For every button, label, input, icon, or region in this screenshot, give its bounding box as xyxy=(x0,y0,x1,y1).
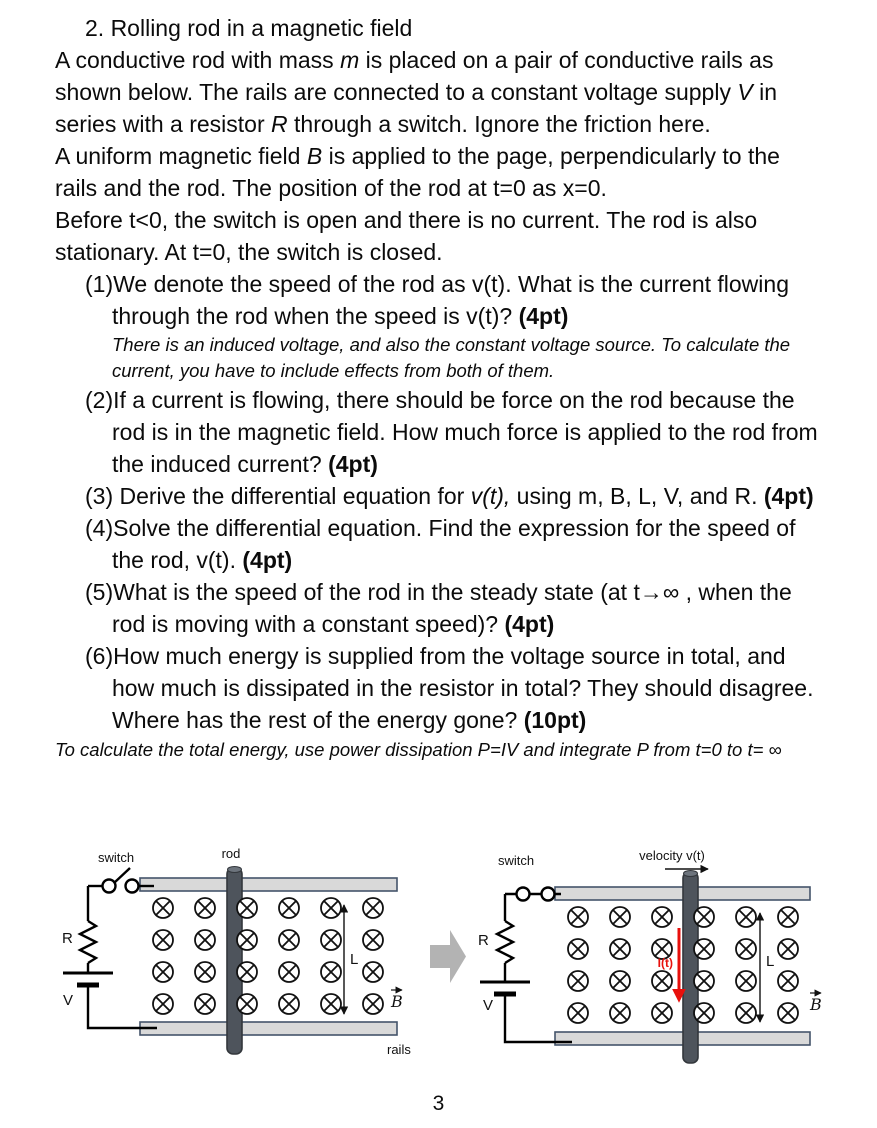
field-into-page-icon xyxy=(652,1003,672,1023)
field-into-page-icon xyxy=(694,907,714,927)
switch-contact-icon xyxy=(103,880,116,893)
field-into-page-icon xyxy=(568,907,588,927)
question-3: (3) Derive the differential equation for v(t), using m, B, L, V, and R. (4pt) xyxy=(85,483,814,509)
resistor-label: R xyxy=(62,930,73,947)
field-into-page-icon xyxy=(237,994,257,1014)
section-heading: 2. Rolling rod in a magnetic field xyxy=(85,15,413,41)
field-vector-label: B xyxy=(810,995,822,1014)
question-1: (1)We denote the speed of the rod as v(t). What is the current flowing through the rod when the speed is v(t)? (4pt) xyxy=(85,271,789,329)
rails-label: rails xyxy=(387,1042,411,1057)
rod-label: rod xyxy=(221,846,241,861)
problem-text xyxy=(55,12,821,763)
top-rail xyxy=(140,878,397,891)
field-into-page-icon xyxy=(652,907,672,927)
rod-top-cap xyxy=(684,871,698,877)
voltage-label: V xyxy=(63,992,74,1009)
switch-label: switch xyxy=(498,853,535,868)
field-into-page-icon xyxy=(610,1003,630,1023)
intro-paragraph-3: Before t<0, the switch is open and there is no current. The rod is also stationary. At t=0, the switch is closed. xyxy=(55,207,758,265)
field-into-page-icon xyxy=(153,898,173,918)
field-into-page-icon xyxy=(279,898,299,918)
field-into-page-icon xyxy=(736,971,756,991)
field-into-page-icon xyxy=(237,962,257,982)
field-into-page-icon xyxy=(321,930,341,950)
circuit-diagram-after xyxy=(425,842,877,1092)
question-1-hint: There is an induced voltage, and also the constant voltage source. To calculate the current, you have to include effects from both of them. xyxy=(112,334,791,381)
field-into-page-icon xyxy=(363,962,383,982)
length-label: L xyxy=(766,953,775,970)
intro-paragraph-2: A uniform magnetic field B is applied to the page, perpendicularly to the rails and the rod. The position of the rod at t=0 as x=0. xyxy=(55,143,780,201)
field-into-page-icon xyxy=(153,962,173,982)
field-into-page-icon xyxy=(736,939,756,959)
field-into-page-icon xyxy=(321,962,341,982)
switch-label: switch xyxy=(98,850,135,865)
field-into-page-icon xyxy=(778,939,798,959)
field-into-page-icon xyxy=(321,994,341,1014)
field-vector-label: B xyxy=(391,992,403,1011)
field-into-page-icon xyxy=(568,1003,588,1023)
field-into-page-icon xyxy=(153,930,173,950)
field-into-page-icon xyxy=(237,898,257,918)
field-into-page-icon xyxy=(778,1003,798,1023)
field-into-page-icon xyxy=(568,971,588,991)
field-into-page-icon xyxy=(778,971,798,991)
field-into-page-icon xyxy=(237,930,257,950)
current-label: I(t) xyxy=(657,956,673,970)
field-into-page-icon xyxy=(652,971,672,991)
field-into-page-icon xyxy=(195,994,215,1014)
field-into-page-icon xyxy=(610,971,630,991)
field-into-page-icon xyxy=(195,898,215,918)
field-into-page-icon xyxy=(153,994,173,1014)
rod-top-cap xyxy=(228,867,242,873)
resistor-label: R xyxy=(478,932,489,949)
field-into-page-icon xyxy=(694,1003,714,1023)
bottom-rail xyxy=(140,1022,397,1035)
resistor-icon xyxy=(80,921,96,963)
field-into-page-icon xyxy=(279,994,299,1014)
voltage-label: V xyxy=(483,997,494,1014)
field-into-page-icon xyxy=(195,962,215,982)
transition-arrow-icon xyxy=(430,930,466,983)
field-into-page-icon xyxy=(610,939,630,959)
field-into-page-icon xyxy=(610,907,630,927)
energy-hint: To calculate the total energy, use power dissipation P=IV and integrate P from t=0 to t= ∞ xyxy=(55,739,782,760)
field-into-page-icon xyxy=(279,962,299,982)
field-into-page-icon xyxy=(321,898,341,918)
field-into-page-icon xyxy=(568,939,588,959)
question-6: (6)How much energy is supplied from the voltage source in total, and how much is dissipated in the resistor in total? They should disagree. Where has the rest of the energy gone? (10pt) xyxy=(85,643,814,733)
field-into-page-icon xyxy=(736,907,756,927)
length-label: L xyxy=(350,951,359,968)
conductive-rod xyxy=(683,872,698,1063)
switch-contact-icon xyxy=(542,888,555,901)
question-2: (2)If a current is flowing, there should be force on the rod because the rod is in the magnetic field. How much force is applied to the rod from the induced current? (4pt) xyxy=(85,387,818,477)
page-number: 3 xyxy=(432,1092,445,1115)
question-4: (4)Solve the differential equation. Find the expression for the speed of the rod, v(t). (4pt) xyxy=(85,515,796,573)
switch-contact-icon xyxy=(517,888,530,901)
field-into-page-icon xyxy=(363,930,383,950)
field-into-page-icon xyxy=(363,994,383,1014)
magnetic-field-symbols xyxy=(153,898,383,1014)
field-into-page-icon xyxy=(195,930,215,950)
field-into-page-icon xyxy=(279,930,299,950)
switch-contact-icon xyxy=(126,880,139,893)
field-into-page-icon xyxy=(694,939,714,959)
resistor-icon xyxy=(497,921,513,963)
field-into-page-icon xyxy=(778,907,798,927)
field-into-page-icon xyxy=(694,971,714,991)
circuit-diagram-before xyxy=(50,842,430,1092)
field-into-page-icon xyxy=(363,898,383,918)
conductive-rod xyxy=(227,868,242,1054)
field-into-page-icon xyxy=(736,1003,756,1023)
question-5: (5)What is the speed of the rod in the steady state (at t→∞ , when the rod is moving with a constant speed)? (4pt) xyxy=(85,579,792,637)
intro-paragraph-1: A conductive rod with mass m is placed on a pair of conductive rails as shown below. The rails are connected to a constant voltage supply V in series with a resistor R through a switch. Ignore the friction here. xyxy=(55,47,777,137)
velocity-label: velocity v(t) xyxy=(639,848,705,863)
